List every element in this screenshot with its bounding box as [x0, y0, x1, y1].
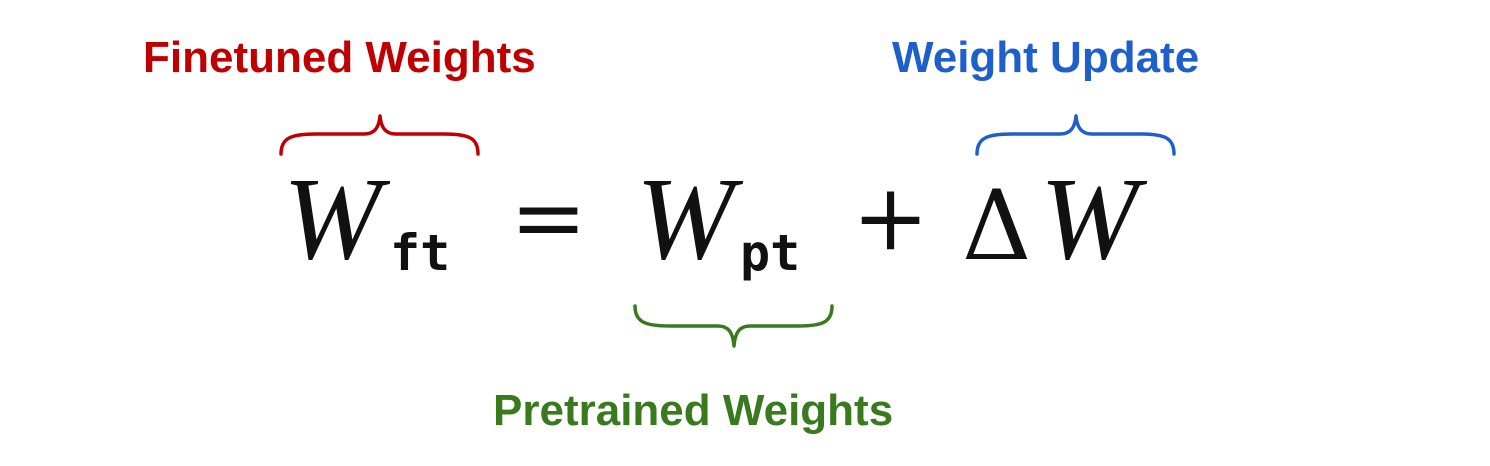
update-brace-path — [977, 116, 1174, 154]
weight-update-label: Weight Update — [892, 33, 1200, 82]
delta-symbol: Δ — [962, 170, 1032, 282]
equals-sign: = — [510, 164, 588, 271]
w-pt-symbol: W — [636, 153, 735, 284]
finetuned-brace — [276, 108, 486, 158]
finetuned-weights-label: Finetuned Weights — [143, 33, 536, 82]
pretrained-brace — [630, 302, 840, 352]
update-brace — [972, 108, 1182, 158]
w-pt-subscript: pt — [740, 224, 801, 282]
pretrained-weights-label: Pretrained Weights — [493, 386, 894, 435]
delta-w-symbol: W — [1040, 153, 1139, 284]
w-ft-subscript: ft — [390, 224, 451, 282]
w-ft-symbol: W — [283, 153, 382, 284]
pretrained-brace-path — [635, 306, 832, 346]
finetuned-brace-path — [281, 116, 478, 154]
plus-sign: + — [852, 164, 930, 271]
